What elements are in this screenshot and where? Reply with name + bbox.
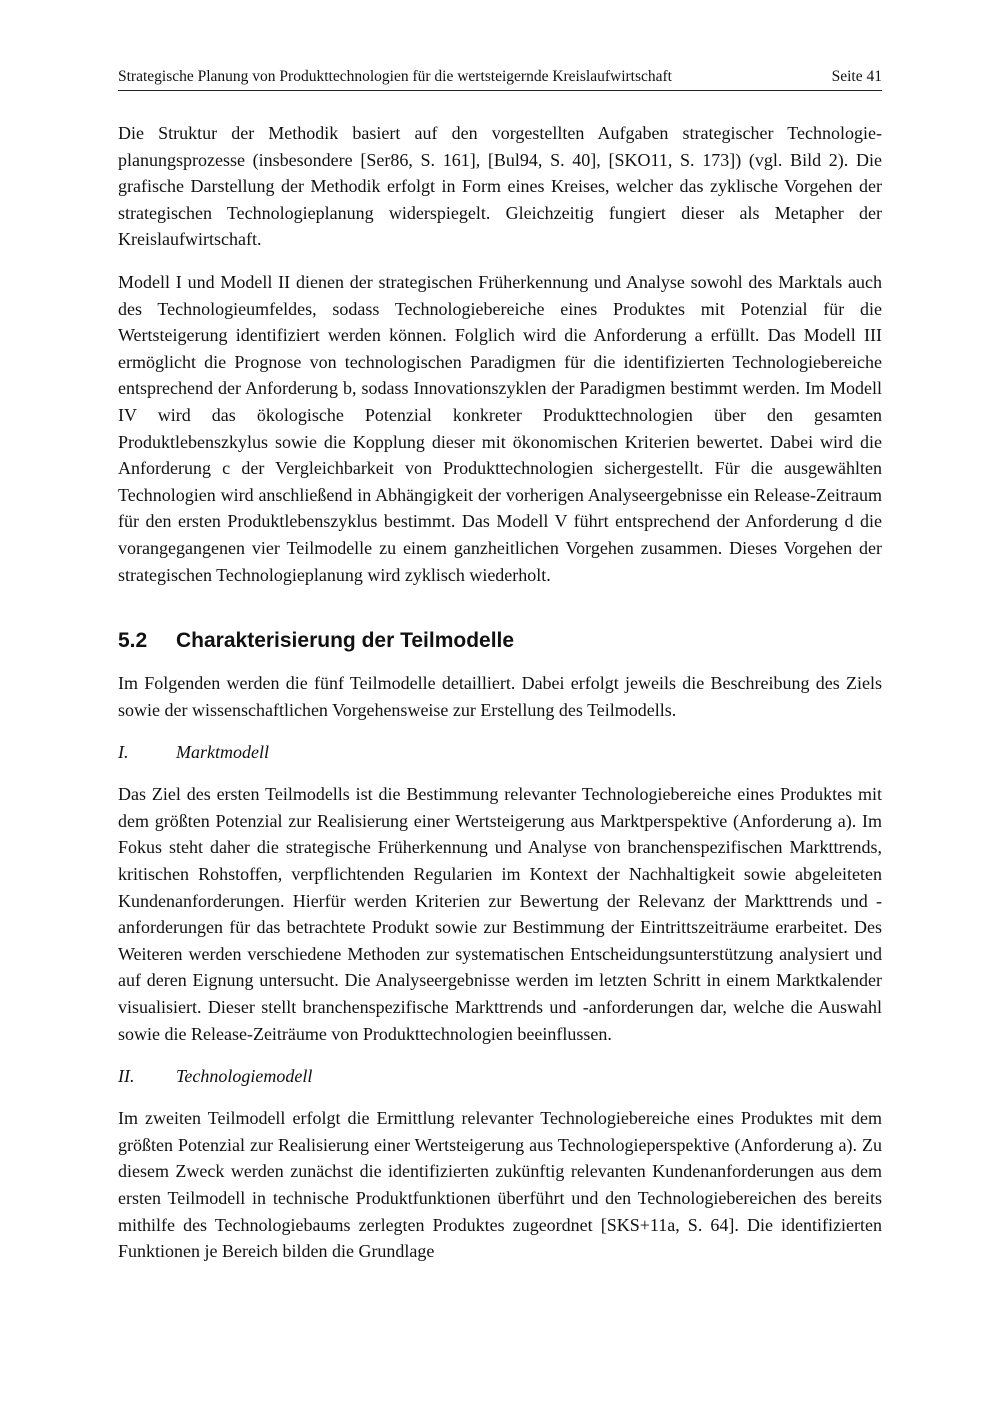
- paragraph-marktmodell: Das Ziel des ersten Teilmodells ist die Bestimmung relevanter Technologiebereiche eines Produktes mit dem größten Potenzial zur Realisierung einer Wertsteigerung aus Marktperspektive (Anforderung a). Im Fokus steht daher die strategische Früherkennung und Analyse von branchenspezifischen Markttrends, kritischen Rohstoffen, verpflichtenden Regularien im Kontext der Nachhaltigkeit sowie abgeleiteten Kundenanforderungen. Hierfür werden Kriterien zur Bewertung der Relevanz der Markttrends und -anforderungen für das betrachtete Produkt sowie zur Bestimmung der Eintrittszeiträume erarbeitet. Des Weiteren werden verschiedene Methoden zur systematischen Entscheidungsunterstützung analysiert und auf deren Eignung untersucht. Die Analyseergebnisse werden im letzten Schritt in einem Marktkalender visualisiert. Dieser stellt branchenspezifische Markttrends und -anforderungen dar, welche die Auswahl sowie die Release-Zeiträume von Produkttechnologien beeinflussen.: [118, 784, 882, 1044]
- subsection-heading-technologiemodell: [118, 1063, 882, 1089]
- section-number: 5.2: [118, 629, 148, 653]
- paragraph-teilmodelle-intro: Im Folgenden werden die fünf Teilmodelle detailliert. Dabei erfolgt jeweils die Beschreibung des Ziels sowie der wissenschaftlichen Vorgehensweise zur Erstellung des Teilmodells.: [118, 673, 882, 720]
- subsection-number: I.: [118, 742, 129, 763]
- section-title: Charakterisierung der Teilmodelle: [176, 629, 515, 653]
- paragraph-modelle-uebersicht: Modell I und Modell II dienen der strategischen Früherkennung und Analyse sowohl des Marktals auch des Technologieumfeldes, sodass Technologiebereiche eines Produktes mit Potenzial für die Wertsteigerung identifiziert werden können. Folglich wird die Anforderung a erfüllt. Das Modell III ermöglicht die Prognose von technologischen Paradigmen für die identifizierten Technologiebereiche entsprechend der Anforderung b, sodass Innovationszyklen der Paradigmen bestimmt werden. Im Modell IV wird das ökologische Potenzial konkreter Produkttechnologien über den gesamten Produktlebenszkylus sowie die Kopplung dieser mit ökonomischen Kriterien bewertet. Dabei wird die Anforderung c der Vergleichbarkeit von Produkttechnologien sichergestellt. Für die ausgewählten Technologien wird anschließend in Abhängigkeit der vorherigen Analyseergebnisse ein Release-Zeitraum für den ersten Produktlebenszyklus bestimmt. Das Modell V führt entsprechend der Anforderung d die vorangegangenen vier Teilmodelle zu einem ganzheitlichen Vorgehen zusammen. Dieses Vorgehen der strategischen Technologieplanung wird zyklisch wiederholt.: [118, 271, 882, 585]
- paragraph-methodik-struktur: Die Struktur der Methodik basiert auf den vorgestellten Aufgaben strategischer Technologieplanungsprozesse (insbesondere [Ser86, S. 161], [Bul94, S. 40], [SKO11, S. 173]) (vgl. Bild 2). Die grafische Darstellung der Methodik erfolgt in Form eines Kreises, welcher das zyklische Vorgehen der strategischen Technologieplanung widerspiegelt. Gleichzeitig fungiert dieser als Metapher der Kreislaufwirtschaft.: [118, 123, 882, 250]
- section-heading: [118, 628, 882, 654]
- running-header-title: Strategische Planung von Produkttechnologien für die wertsteigernde Kreislaufwirtschaft: [118, 68, 672, 85]
- subsection-title: Marktmodell: [176, 742, 269, 763]
- page-number: Seite 41: [831, 68, 882, 85]
- subsection-heading-marktmodell: [118, 739, 882, 765]
- running-header: [118, 68, 882, 91]
- subsection-number: II.: [118, 1066, 135, 1087]
- paragraph-technologiemodell: Im zweiten Teilmodell erfolgt die Ermittlung relevanter Technologiebereiche eines Produktes mit dem größten Potenzial zur Realisierung einer Wertsteigerung aus Technologieperspektive (Anforderung a). Zu diesem Zweck werden zunächst die identifizierten zukünftig relevanten Kundenanforderungen aus dem ersten Teilmodell in technische Produktfunktionen überführt und den Technologiebereichen des bereits mithilfe des Technologiebaums zerlegten Produktes zugeordnet [SKS+11a, S. 64]. Die identifizierten Funktionen je Bereich bilden die Grundlage: [118, 1108, 882, 1262]
- body-text: [118, 120, 882, 1281]
- subsection-title: Technologiemodell: [176, 1066, 313, 1087]
